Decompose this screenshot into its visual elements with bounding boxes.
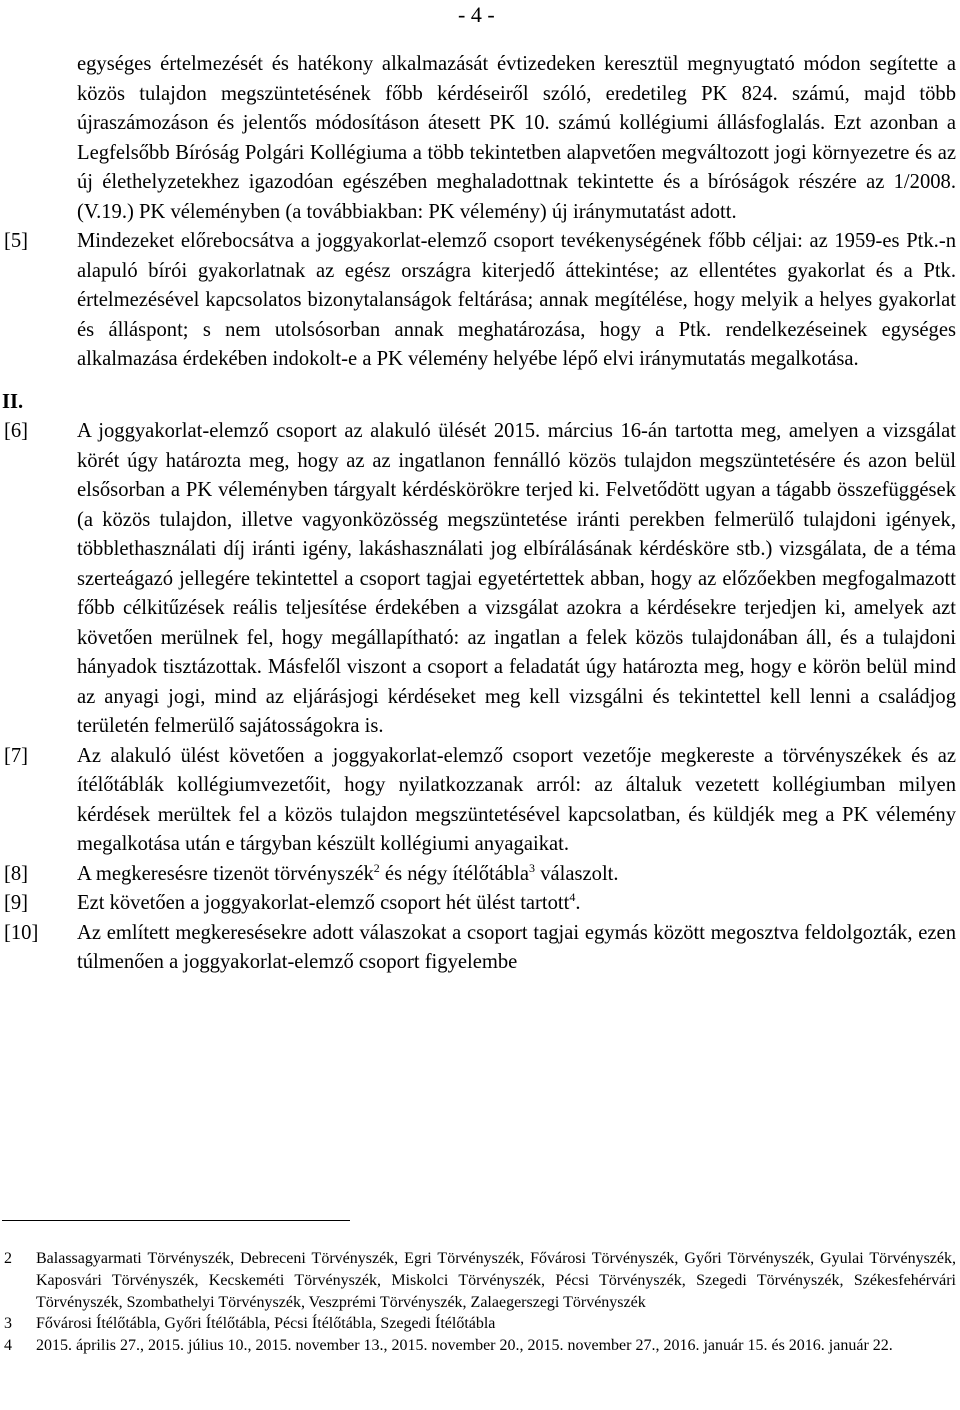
- paragraph-text: A joggyakorlat-elemző csoport az alakuló ülését 2015. március 16-án tartotta meg, amelyen a vizsgálat körét úgy határozta meg, hogy az az ingatlanon fennálló közös tulajdon megszüntetésére és azon belül elsősorban a PK véleményben tárgyalt kérdéskörökre terjed ki. Felvetődött ugyan a tágabb összefüggések (a közös tulajdon, illetve vagyonközösség megszüntetése iránti perekben felmerülő tulajdoni igények, többlethasználati díj iránti igény, lakáshasználati jog elbírálásának kérdésköre stb.) vizsgálata, de a téma szerteágazó jellegére tekintettel a csoport tagjai egyetértettek abban, hogy az előzőekben megfogalmazott főbb célkitűzések reális teljesítése érdekében a vizsgálat azokra a kérdésekre terjedjen ki, amelyek azt követően merülnek fel, hogy megállapítható: az ingatlan a felek közös tulajdonában áll, és a tulajdoni hányadok tisztázottak. Másfelől viszont a csoport a feladatát úgy határozta meg, hogy e körön belül mind az anyagi jogi, mind az eljárásjogi kérdéseket meg kell vizsgálni és tekintettel kell lenni a családjog területén felmerülő sajátosságokra is.: [77, 420, 956, 737]
- paragraph-number: [7]: [4, 744, 29, 767]
- paragraph-text: Az említett megkeresésekre adott válaszokat a csoport tagjai egymás között megosztva feldolgozták, ezen túlmenően a joggyakorlat-elemző csoport figyelembe: [77, 921, 956, 973]
- paragraph-text-part: és négy ítélőtábla: [379, 862, 530, 885]
- page-number: - 4 -: [458, 2, 495, 27]
- footnote-number: 4: [4, 1337, 12, 1355]
- paragraph-number: [6]: [4, 420, 29, 442]
- paragraph-text: egységes értelmezését és hatékony alkalmazását évtizedeken keresztül megnyugtató módon segítette a közös tulajdon megszüntetésének főbb kérdéseiről szóló, eredetileg PK 824. számú, majd több újraszámozáson és jelentős módosításon átesett PK 10. számú kollégiumi állásfoglalás. Ezt azonban a Legfelsőbb Bíróság Polgári Kollégiuma a több tekintetben alapvetően megváltozott jogi környezetre és az új élethelyzetekhez igazodóan egészében meghaladottnak tekintette és a bíróságok részére az 1/2008. (V.19.) PK véleményben (a továbbiakban: PK vélemény) új iránymutatást adott.: [77, 53, 956, 223]
- document-body: [0, 50, 960, 978]
- paragraph-text: Az alakuló ülést követően a joggyakorlat-elemző csoport vezetője megkereste a törvényszékek és az ítélőtáblák kollégiumvezetőit, hogy nyilatkozzanak arról: az általuk vezetett kollégiumban milyen kérdések merültek fel a közös tulajdon megszüntetésével kapcsolatban, és küldjék meg a PK vélemény megalkotása után e tárgyban készült kollégiumi anyagaikat.: [77, 744, 956, 855]
- paragraph-number: [9]: [4, 892, 29, 914]
- paragraph-text-part: Ezt követően a joggyakorlat-elemző csoport hét ülést tartott: [77, 892, 570, 914]
- paragraph-text-part: .: [575, 892, 581, 914]
- footnote-text: 2015. április 27., 2015. július 10., 2015. november 13., 2015. november 20., 2015. november 27., 2016. január 15. és 2016. január 22.: [36, 1337, 893, 1355]
- paragraph-text: Mindezeket előrebocsátva a joggyakorlat-elemző csoport tevékenységének főbb céljai: az 1959-es Ptk.-n alapuló bírói gyakorlatnak az egész országra kiterjedő áttekintése; az ellentétes gyakorlat és a Ptk. értelmezésével kapcsolatos bizonytalanságok feltárása; annak megítélése, hogy melyik a helyes gyakorlat és álláspont; s nem utolsósorban annak meghatározása, hogy a Ptk. rendelkezéseinek egységes alkalmazása érdekében indokolt-e a PK vélemény helyébe lépő elvi iránymutatás megalkotása.: [77, 230, 956, 370]
- footnote-divider: [2, 1220, 350, 1221]
- footnote-text: Balassagyarmati Törvényszék, Debreceni Törvényszék, Egri Törvényszék, Fővárosi Törvényszék, Győri Törvényszék, Gyulai Törvényszék, Kaposvári Törvényszék, Kecskeméti Törvényszék, Miskolci Törvényszék, Pécsi Törvényszék, Szegedi Törvényszék, Székesfehérvári Törvényszék, Szombathelyi Törvényszék, Veszprémi Törvényszék, Zalaegerszegi Törvényszék: [36, 1250, 956, 1311]
- paragraph-text-part: válaszolt.: [535, 862, 619, 885]
- paragraph-number: [5]: [4, 230, 29, 252]
- paragraph-7: [0, 742, 960, 860]
- paragraph-text-part: A megkeresésre tizenöt törvényszék: [77, 862, 374, 885]
- paragraph-9: [0, 889, 960, 919]
- footnote-text: Fővárosi Ítélőtábla, Győri Ítélőtábla, Pécsi Ítélőtábla, Szegedi Ítélőtábla: [36, 1315, 496, 1333]
- section-heading: II.: [2, 390, 24, 413]
- footnote-3: [0, 1313, 960, 1335]
- footnotes: [0, 1248, 960, 1357]
- footnote-2: [0, 1248, 960, 1313]
- paragraph-4-continuation: [0, 50, 960, 227]
- paragraph-8: [0, 860, 960, 890]
- footnote-number: 3: [4, 1315, 12, 1333]
- footnote-ref-2[interactable]: 2: [373, 860, 380, 875]
- paragraph-6: [0, 417, 960, 742]
- footnote-4: [0, 1335, 960, 1357]
- paragraph-number: [10]: [4, 921, 39, 944]
- footnote-ref-3[interactable]: 3: [529, 860, 536, 875]
- paragraph-10: [0, 919, 960, 978]
- paragraph-5: [0, 227, 960, 375]
- footnote-ref-4[interactable]: 4: [569, 890, 576, 905]
- paragraph-number: [8]: [4, 862, 29, 885]
- footnote-number: 2: [4, 1250, 12, 1267]
